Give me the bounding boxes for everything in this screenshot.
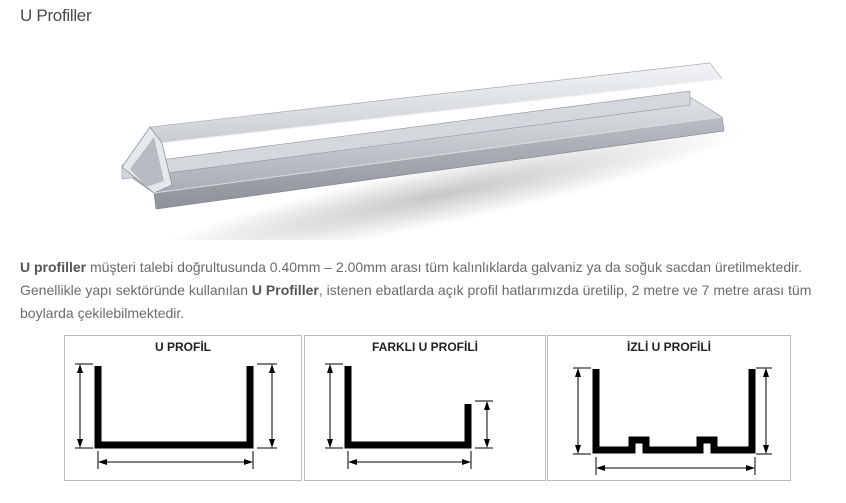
description-bold-u-profiller: U profiller	[20, 259, 87, 275]
u-profile-product-image	[110, 45, 760, 240]
description-text-2: , istenen ebatlarda açık profil hatlarımızda üretilip, 2 metre ve 7 metre arası tüm boylarda çekilebilmektedir.	[20, 282, 812, 321]
diagram-farkli-u-profili	[304, 335, 546, 481]
diagram-u-profil	[64, 335, 302, 481]
product-description	[20, 256, 830, 325]
diagram-title: İZLİ U PROFİLİ	[627, 340, 711, 354]
description-text-1: müşteri talebi doğrultusunda 0.40mm – 2.00mm arası tüm kalınlıklarda galvaniz ya da soğuk sacdan üretilmektedir. Genellikle yapı sektöründe kullanılan	[20, 259, 803, 298]
izli-u-profili-drawing	[548, 336, 790, 480]
description-bold-u-profiller-2: U Profiller	[251, 282, 319, 298]
u-profil-drawing	[65, 336, 301, 480]
page-title: U Profiller	[20, 6, 92, 25]
diagram-title: FARKLI U PROFİLİ	[372, 340, 478, 354]
farkli-u-profili-drawing	[305, 336, 545, 480]
diagram-title: U PROFİL	[155, 340, 211, 354]
diagram-izli-u-profili	[547, 335, 791, 481]
